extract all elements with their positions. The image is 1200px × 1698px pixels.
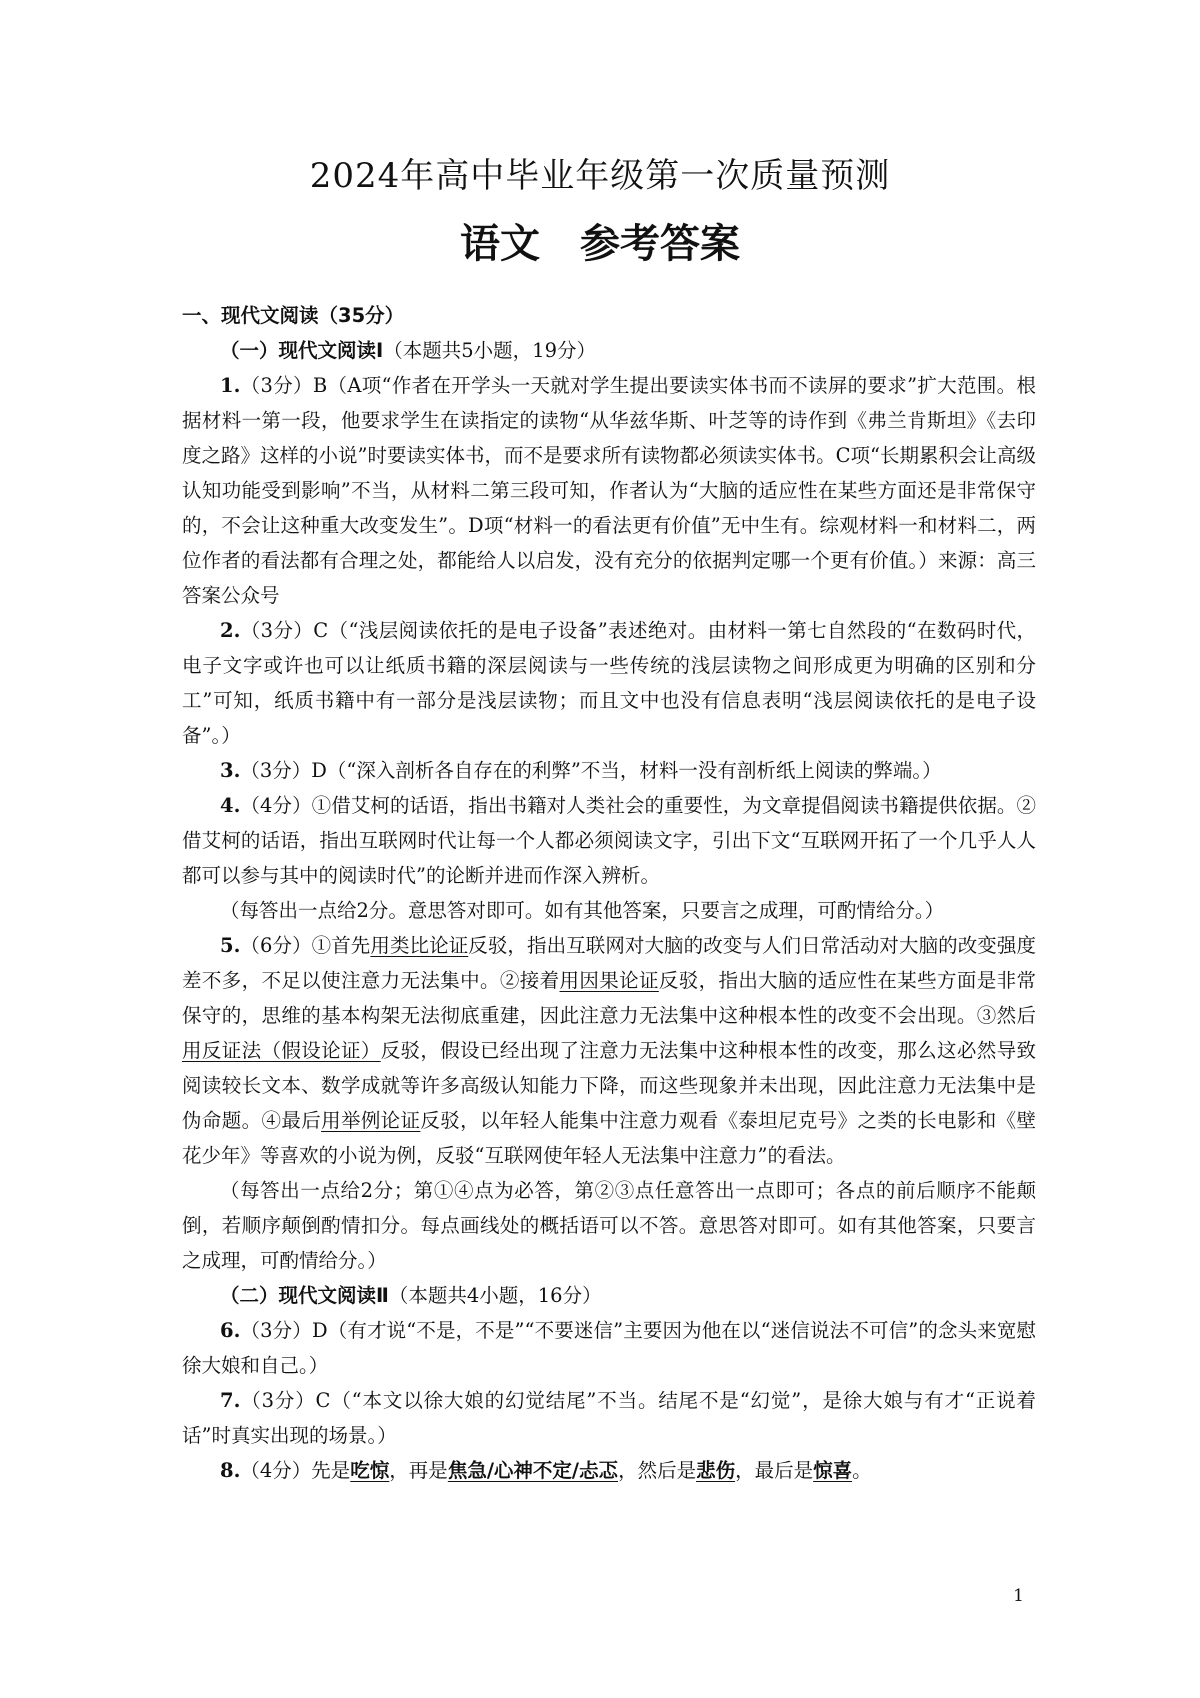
answer-label: 参考答案 <box>580 221 740 267</box>
answer-q6: 6.（3分）D（有才说“不是，不是”“不要迷信”主要因为他在以“迷信说法不可信”的念头来宽慰徐大娘和自己。） <box>182 1319 1036 1377</box>
underlined-term: 焦急/心神不定/忐忑 <box>447 1459 619 1482</box>
underlined-term: 悲伤 <box>696 1459 736 1482</box>
section-heading: 一、现代文阅读（35分） <box>182 304 405 327</box>
answer-content <box>182 298 1036 1488</box>
answer-q3: 3.（3分）D（“深入剖析各自存在的利弊”不当，材料一没有剖析纸上阅读的弊端。） <box>220 759 942 782</box>
underlined-term: 用举例论证 <box>321 1109 421 1132</box>
answer-q1: 1.（3分）B（A项“作者在开学头一天就对学生提出要读实体书而不读屏的要求”扩大范围。根据材料一第一段，他要求学生在读指定的读物“从华兹华斯、叶芝等的诗作到《弗兰肯斯坦》《去印度之路》这样的小说”时要读实体书，而不是要求所有读物都必须读实体书。C项“长期累积会让高级认知功能受到影响”不当，从材料二第三段可知，作者认为“大脑的适应性在某些方面还是非常保守的，不会让这种重大改变发生”。D项“材料一的看法更有价值”无中生有。综观材料一和材料二，两位作者的看法都有合理之处，都能给人以启发，没有充分的依据判定哪一个更有价值。）来源：高三答案公众号 <box>182 374 1036 607</box>
underlined-term: 用因果论证 <box>559 969 659 992</box>
answer-q8: 8.（4分）先是吃惊，再是焦急/心神不定/忐忑，然后是悲伤，最后是惊喜。 <box>220 1459 872 1482</box>
underlined-term: 吃惊 <box>350 1459 390 1482</box>
scoring-note-q4: （每答出一点给2分。意思答对即可。如有其他答案，只要言之成理，可酌情给分。） <box>220 899 945 922</box>
subsection-heading-1: （一）现代文阅读Ⅰ（本题共5小题，19分） <box>220 339 596 362</box>
exam-title: 2024年高中毕业年级第一次质量预测 <box>309 156 891 196</box>
underlined-term: 惊喜 <box>813 1459 853 1482</box>
underlined-term: 用反证法（假设论证） <box>182 1039 381 1062</box>
answer-q5: 5.（6分）①首先用类比论证反驳，指出互联网对大脑的改变与人们日常活动对大脑的改变强度差不多，不足以使注意力无法集中。②接着用因果论证反驳，指出大脑的适应性在某些方面是非常保守的，思维的基本构架无法彻底重建，因此注意力无法集中这种根本性的改变不会出现。③然后用反证法（假设论证）反驳，假设已经出现了注意力无法集中这种根本性的改变，那么这必然导致阅读较长文本、数学成就等许多高级认知能力下降，而这些现象并未出现，因此注意力无法集中是伪命题。④最后用举例论证反驳，以年轻人能集中注意力观看《泰坦尼克号》之类的长电影和《壁花少年》等喜欢的小说为例，反驳“互联网使年轻人无法集中注意力”的看法。 <box>182 934 1036 1167</box>
underlined-term: 用类比论证 <box>370 934 469 957</box>
answer-q2: 2.（3分）C（“浅层阅读依托的是电子设备”表述绝对。由材料一第七自然段的“在数码时代，电子文字或许也可以让纸质书籍的深层阅读与一些传统的浅层读物之间形成更为明确的区别和分工”可知，纸质书籍中有一部分是浅层读物；而且文中也没有信息表明“浅层阅读依托的是电子设备”。） <box>182 619 1036 747</box>
answer-key-title <box>0 212 1200 269</box>
answer-q7: 7.（3分）C（“本文以徐大娘的幻觉结尾”不当。结尾不是“幻觉”，是徐大娘与有才“正说着话”时真实出现的场景。） <box>182 1389 1036 1447</box>
scoring-note-q5: （每答出一点给2分；第①④点为必答，第②③点任意答出一点即可；各点的前后顺序不能颠倒，若顺序颠倒酌情扣分。每点画线处的概括语可以不答。意思答对即可。如有其他答案，只要言之成理，可酌情给分。） <box>182 1179 1036 1272</box>
page-number: 1 <box>1013 1586 1024 1606</box>
subject-label: 语文 <box>460 221 540 267</box>
answer-q4: 4.（4分）①借艾柯的话语，指出书籍对人类社会的重要性，为文章提倡阅读书籍提供依据。②借艾柯的话语，指出互联网时代让每一个人都必须阅读文字，引出下文“互联网开拓了一个几乎人人都可以参与其中的阅读时代”的论断并进而作深入辨析。 <box>182 794 1036 887</box>
subsection-heading-2: （二）现代文阅读Ⅱ（本题共4小题，16分） <box>220 1284 602 1307</box>
